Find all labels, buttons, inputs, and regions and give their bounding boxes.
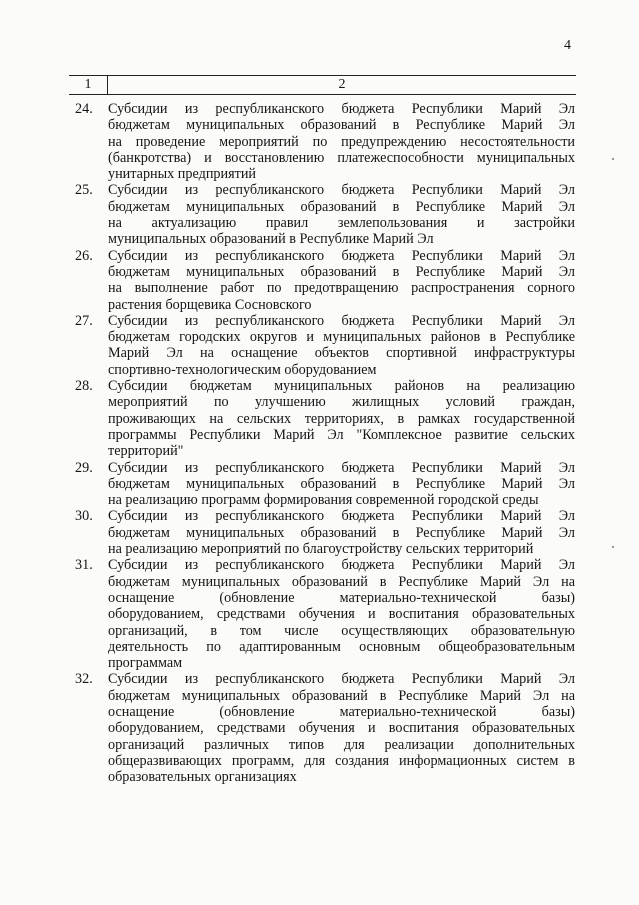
item-text-line: муниципальных образований в Республике Марий Эл — [108, 231, 434, 248]
item-text-line: оснащение (обновление материально-технической базы) — [108, 703, 575, 720]
item-text — [108, 460, 575, 509]
list-item — [0, 508, 639, 557]
item-text-line: оборудованием, средствами обучения и воспитания образовательных — [108, 606, 575, 623]
item-text-line: бюджетам муниципальных образований в Республике Марий Эл — [108, 263, 575, 280]
item-text-line: организаций, в том числе осуществляющих образовательную — [108, 622, 575, 639]
item-text-line: Субсидии из республиканского бюджета Республики Марий Эл — [108, 557, 575, 574]
column-header-1: 1 — [84, 77, 92, 92]
item-number: 26. — [75, 247, 93, 264]
item-text-line: на выполнение работ по предотвращению распространения сорного — [108, 280, 575, 297]
list-item — [0, 313, 639, 378]
list-item — [0, 182, 639, 247]
item-text-line: территорий" — [108, 443, 184, 460]
item-text-line: Субсидии из республиканского бюджета Республики Марий Эл — [108, 508, 575, 525]
item-text-line: бюджетам муниципальных образований в Республике Марий Эл — [108, 475, 575, 492]
item-number: 25. — [75, 182, 93, 199]
item-text-line: образовательных организациях — [108, 769, 297, 786]
item-number: 28. — [75, 378, 93, 395]
item-text — [108, 671, 575, 785]
scan-speck — [612, 158, 614, 160]
item-text-line: организаций различных типов для реализации дополнительных — [108, 736, 575, 753]
list-item — [0, 557, 639, 671]
column-header-2: 2 — [338, 77, 346, 92]
item-text — [108, 378, 575, 459]
item-number: 31. — [75, 557, 93, 574]
item-text-line: на проведение мероприятий по предупреждению несостоятельности — [108, 133, 575, 150]
item-text-line: Субсидии бюджетам муниципальных районов на реализацию — [108, 378, 575, 395]
item-text — [108, 508, 575, 557]
item-text-line: бюджетам городских округов и муниципальных районов в Республике — [108, 329, 575, 346]
table-header — [69, 75, 576, 95]
list-item — [0, 248, 639, 313]
item-text-line: (банкротства) и восстановлению платежеспособности муниципальных — [108, 149, 575, 166]
item-text-line: Субсидии из республиканского бюджета Республики Марий Эл — [108, 247, 575, 264]
list-item — [0, 460, 639, 509]
item-text-line: общеразвивающих программ, для создания информационных систем в — [108, 752, 575, 769]
item-text-line: на актуализацию правил землепользования и застройки — [108, 215, 575, 232]
item-text-line: на реализацию программ формирования современной городской среды — [108, 492, 539, 509]
item-text-line: спортивно-технологическим оборудованием — [108, 361, 377, 378]
item-text-line: на реализацию мероприятий по благоустройству сельских территорий — [108, 541, 534, 558]
item-text-line: деятельность по адаптированным основным общеобразовательным — [108, 638, 575, 655]
item-text-line: унитарных предприятий — [108, 166, 257, 183]
item-number: 30. — [75, 508, 93, 525]
scan-speck — [612, 546, 614, 548]
item-text-line: бюджетам муниципальных образований в Республике Марий Эл — [108, 524, 575, 541]
item-text-line: бюджетам муниципальных образований в Республике Марий Эл — [108, 117, 575, 134]
item-text-line: программы Республики Марий Эл "Комплексное развитие сельских — [108, 426, 575, 443]
item-text-line: Субсидии из республиканского бюджета Республики Марий Эл — [108, 459, 575, 476]
item-text — [108, 182, 575, 247]
list-item — [0, 101, 639, 182]
item-text-line: Субсидии из республиканского бюджета Республики Марий Эл — [108, 671, 575, 688]
item-text-line: оборудованием, средствами обучения и воспитания образовательных — [108, 720, 575, 737]
item-text-line: Субсидии из республиканского бюджета Республики Марий Эл — [108, 312, 575, 329]
list-item — [0, 378, 639, 459]
page-number: 4 — [564, 38, 571, 53]
item-number: 32. — [75, 671, 93, 688]
item-text — [108, 313, 575, 378]
item-text-line: программам — [108, 655, 183, 672]
item-text-line: оснащение (обновление материально-технической базы) — [108, 589, 575, 606]
item-text-line: бюджетам муниципальных образований в Республике Марий Эл на — [108, 573, 575, 590]
list-item — [0, 671, 639, 785]
item-text-line: бюджетам муниципальных образований в Республике Марий Эл на — [108, 687, 575, 704]
item-text-line: Марий Эл на оснащение объектов спортивной инфраструктуры — [108, 345, 575, 362]
item-text-line: проживающих на сельских территориях, в рамках государственной — [108, 410, 575, 427]
item-number: 27. — [75, 312, 93, 329]
item-number: 29. — [75, 459, 93, 476]
item-text — [108, 101, 575, 182]
item-number: 24. — [75, 101, 93, 117]
item-text-line: Субсидии из республиканского бюджета Республики Марий Эл — [108, 101, 575, 117]
subsidy-list — [0, 101, 639, 785]
item-text-line: растения борщевика Сосновского — [108, 296, 312, 313]
item-text-line: мероприятий по улучшению жилищных условий граждан, — [108, 394, 575, 411]
item-text-line: Субсидии из республиканского бюджета Республики Марий Эл — [108, 182, 575, 199]
item-text-line: бюджетам муниципальных образований в Республике Марий Эл — [108, 198, 575, 215]
item-text — [108, 248, 575, 313]
item-text — [108, 557, 575, 671]
